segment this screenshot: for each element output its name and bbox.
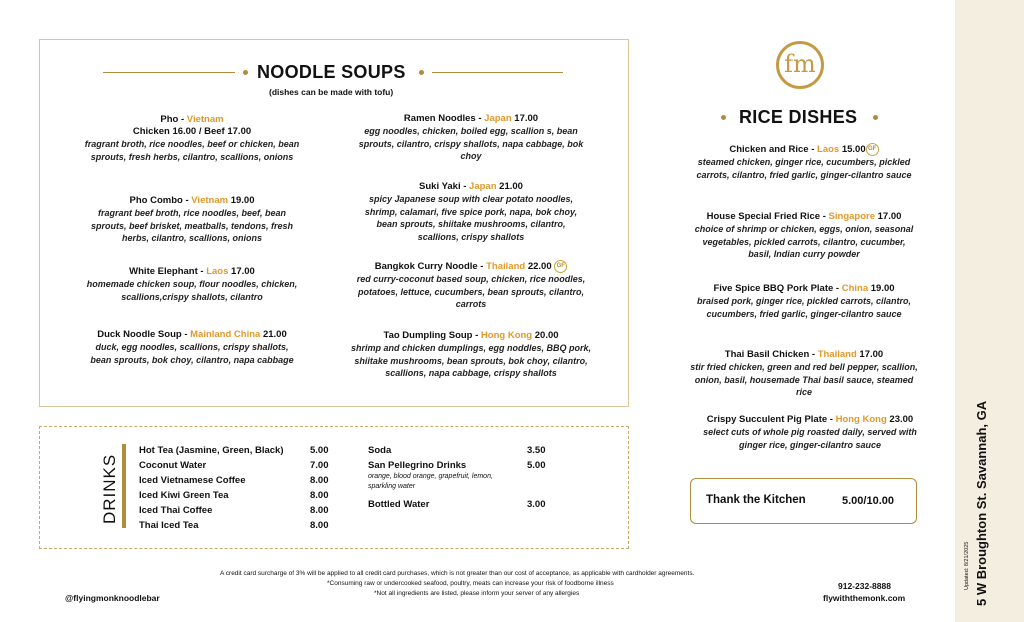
tofu-note: (dishes can be made with tofu) bbox=[269, 87, 394, 97]
bullet-dot bbox=[419, 70, 424, 75]
menu-item: Thai Basil Chicken - Thailand 17.00 stir fried chicken, green and red bell pepper, scallion, onion, basil, housemade Thai basil sauce, steamed rice bbox=[690, 349, 918, 397]
drink-price: 7.00 bbox=[310, 460, 329, 471]
menu-item: White Elephant - Laos 17.00 homemade chicken soup, flour noodles, chicken, scallions,crispy shallots, cilantro bbox=[86, 266, 298, 302]
drink-name: Bottled Water bbox=[368, 499, 430, 510]
surcharge-note: A credit card surcharge of 3% will be applied to all credit card purchases, which is not greater than our cost of acceptance, as applicable with cardholder agreements. bbox=[220, 570, 695, 577]
menu-item: Duck Noodle Soup - Mainland China 21.00 duck, egg noodles, scallions, crispy shallots, bean sprouts, bok choy, cilantro, napa cabbage bbox=[90, 329, 294, 365]
menu-item: Chicken and Rice - Laos 15.00 GF steamed chicken, ginger rice, cucumbers, pickled carrots, cilantro, fried garlic, ginger-cilantro sauce bbox=[696, 144, 912, 180]
drink-price: 8.00 bbox=[310, 520, 329, 531]
allergy-note: *Not all ingredients are listed, please inform your server of any allergies bbox=[374, 590, 580, 597]
bullet-dot bbox=[243, 70, 248, 75]
gluten-free-badge: GF bbox=[554, 260, 567, 273]
phone-number[interactable]: 912-232-8888 bbox=[838, 581, 891, 591]
menu-item: Pho Combo - Vietnam 19.00 fragrant beef broth, rice noodles, beef, bean sprouts, beef brisket, meatballs, tendons, fresh herbs, cilantro, scallions, onions bbox=[90, 195, 294, 243]
drink-description: orange, blood orange, grapefruit, lemon, sparkling water bbox=[368, 473, 493, 490]
menu-item: Crispy Succulent Pig Plate - Hong Kong 23.00 select cuts of whole pig roasted daily, served with ginger rice, ginger-cilantro sauce bbox=[703, 414, 917, 450]
menu-item: Tao Dumpling Soup - Hong Kong 20.00 shrimp and chicken dumplings, egg noddles, BBQ pork, shiitake mushrooms, bean sprouts, bok choy, cilantro, scallions, napa cabbage, crispy shallots bbox=[350, 330, 592, 378]
menu-item: Five Spice BBQ Pork Plate - China 19.00 braised pork, ginger rice, pickled carrots, cilantro, cucumbers, fried garlic, ginger-cilantro sauce bbox=[696, 283, 912, 319]
drink-name: San Pellegrino Drinks bbox=[368, 460, 467, 471]
food-safety-note: *Consuming raw or undercooked seafood, poultry, meats can increase your risk of foodborne illness bbox=[327, 580, 614, 587]
drink-name: Iced Kiwi Green Tea bbox=[139, 490, 229, 501]
drink-name: Thai Iced Tea bbox=[139, 520, 199, 531]
drinks-accent-bar bbox=[122, 444, 126, 528]
drink-price: 5.00 bbox=[527, 460, 546, 471]
section-title: NOODLE SOUPS bbox=[257, 62, 406, 82]
drink-price: 3.00 bbox=[527, 499, 546, 510]
drink-name: Hot Tea (Jasmine, Green, Black) bbox=[139, 445, 284, 456]
menu-item: Pho - Vietnam Chicken 16.00 / Beef 17.00 fragrant broth, rice noodles, beef or chicken, bean sprouts, fresh herbs, cilantro, scallions, onions bbox=[84, 114, 300, 162]
drink-name: Iced Vietnamese Coffee bbox=[139, 475, 246, 486]
drink-name: Iced Thai Coffee bbox=[139, 505, 213, 516]
restaurant-logo: fm bbox=[776, 41, 824, 89]
drink-price: 5.00 bbox=[310, 445, 329, 456]
kitchen-price: 5.00/10.00 bbox=[842, 495, 894, 507]
address: 5 W Broughton St. Savannah, GA bbox=[974, 400, 989, 606]
instagram-handle[interactable]: @flyingmonknoodlebar bbox=[65, 593, 160, 603]
updated-date: Updated: 8/21/2025 bbox=[964, 541, 970, 590]
drink-price: 8.00 bbox=[310, 475, 329, 486]
section-title: RICE DISHES bbox=[739, 107, 858, 127]
drink-price: 3.50 bbox=[527, 445, 546, 456]
divider bbox=[103, 72, 235, 73]
menu-item: Suki Yaki - Japan 21.00 spicy Japanese soup with clear potato noodles, shrimp, calamari, five spice pork, napa, bok choy, bean sprouts, shiitake mushrooms, cilantro, scallions, crispy shallots bbox=[364, 181, 578, 242]
menu-item: Ramen Noodles - Japan 17.00 egg noodles, chicken, boiled egg, scallion s, bean sprouts, cilantro, crispy shallots, napa cabbage, bok choy bbox=[358, 113, 584, 161]
drinks-label: DRINKS bbox=[100, 453, 119, 524]
drink-price: 8.00 bbox=[310, 490, 329, 501]
kitchen-label: Thank the Kitchen bbox=[706, 494, 806, 506]
drink-price: 8.00 bbox=[310, 505, 329, 516]
drink-name: Soda bbox=[368, 445, 392, 456]
gluten-free-badge: GF bbox=[866, 143, 879, 156]
drink-name: Coconut Water bbox=[139, 460, 207, 471]
menu-item: Bangkok Curry Noodle - Thailand 22.00 GF red curry-coconut based soup, chicken, rice noodles, potatoes, lettuce, cucumbers, bean sprouts, cilantro, carrots bbox=[356, 261, 586, 310]
menu-item: House Special Fried Rice - Singapore 17.00 choice of shrimp or chicken, eggs, onion, seasonal vegetables, pickled carrots, cilantro, cucumber, basil, Indian curry powder bbox=[694, 211, 914, 259]
website-link[interactable]: flywiththemonk.com bbox=[823, 593, 906, 603]
divider bbox=[432, 72, 563, 73]
bullet-dot bbox=[873, 115, 878, 120]
side-panel bbox=[955, 0, 1024, 622]
bullet-dot bbox=[721, 115, 726, 120]
